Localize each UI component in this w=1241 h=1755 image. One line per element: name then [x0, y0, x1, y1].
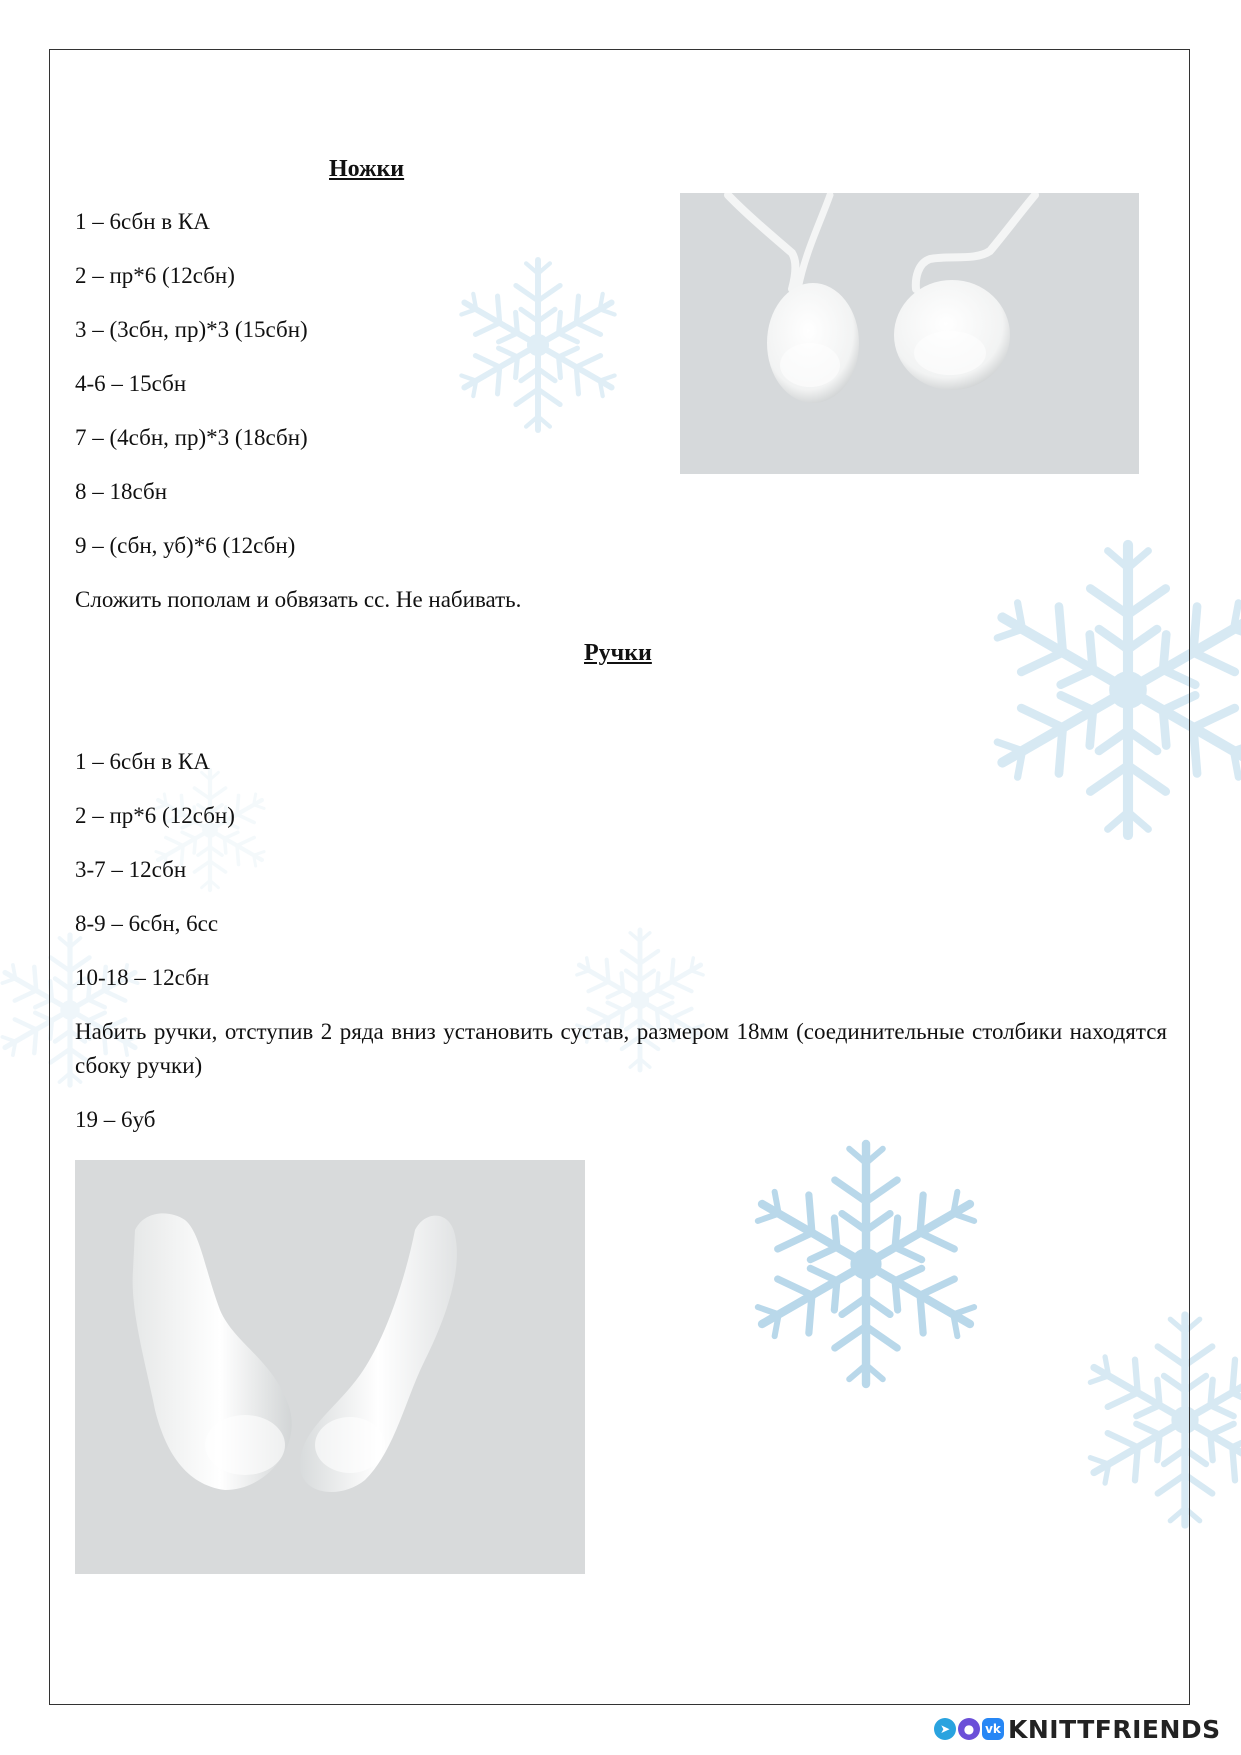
arms-row-2: 2 – пр*6 (12сбн)	[75, 803, 235, 828]
legs-photo	[680, 193, 1139, 474]
section-title-arms: Ручки	[584, 640, 652, 666]
arms-row-5: 10-18 – 12сбн	[75, 965, 210, 990]
telegram-icon[interactable]: ➤	[934, 1718, 956, 1740]
legs-row-5: 7 – (4сбн, пр)*3 (18сбн)	[75, 425, 308, 450]
arms-photo	[75, 1160, 585, 1574]
legs-row-2: 2 – пр*6 (12сбн)	[75, 263, 235, 288]
legs-row-7: 9 – (сбн, уб)*6 (12сбн)	[75, 533, 296, 558]
vk-icon[interactable]: vk	[982, 1718, 1004, 1740]
arms-row-3: 3-7 – 12сбн	[75, 857, 187, 882]
legs-row-4: 4-6 – 15сбн	[75, 371, 187, 396]
brand-name: KNITTFRIENDS	[1008, 1714, 1221, 1744]
max-icon[interactable]: ●	[958, 1718, 980, 1740]
legs-row-1: 1 – 6сбн в КА	[75, 209, 210, 234]
arms-note: Набить ручки, отступив 2 ряда вниз установить сустав, размером 18мм (соединительные столбики находятся сбоку ручки)	[75, 1019, 1167, 1078]
arms-row-1: 1 – 6сбн в КА	[75, 749, 210, 774]
legs-note: Сложить пополам и обвязать сс. Не набивать.	[75, 587, 522, 612]
legs-row-6: 8 – 18сбн	[75, 479, 167, 504]
section-title-legs: Ножки	[329, 156, 405, 182]
arms-row-19: 19 – 6уб	[75, 1107, 156, 1132]
arms-row-4: 8-9 – 6сбн, 6сс	[75, 911, 219, 936]
legs-row-3: 3 – (3сбн, пр)*3 (15сбн)	[75, 317, 308, 342]
brand-footer	[934, 1712, 1221, 1746]
